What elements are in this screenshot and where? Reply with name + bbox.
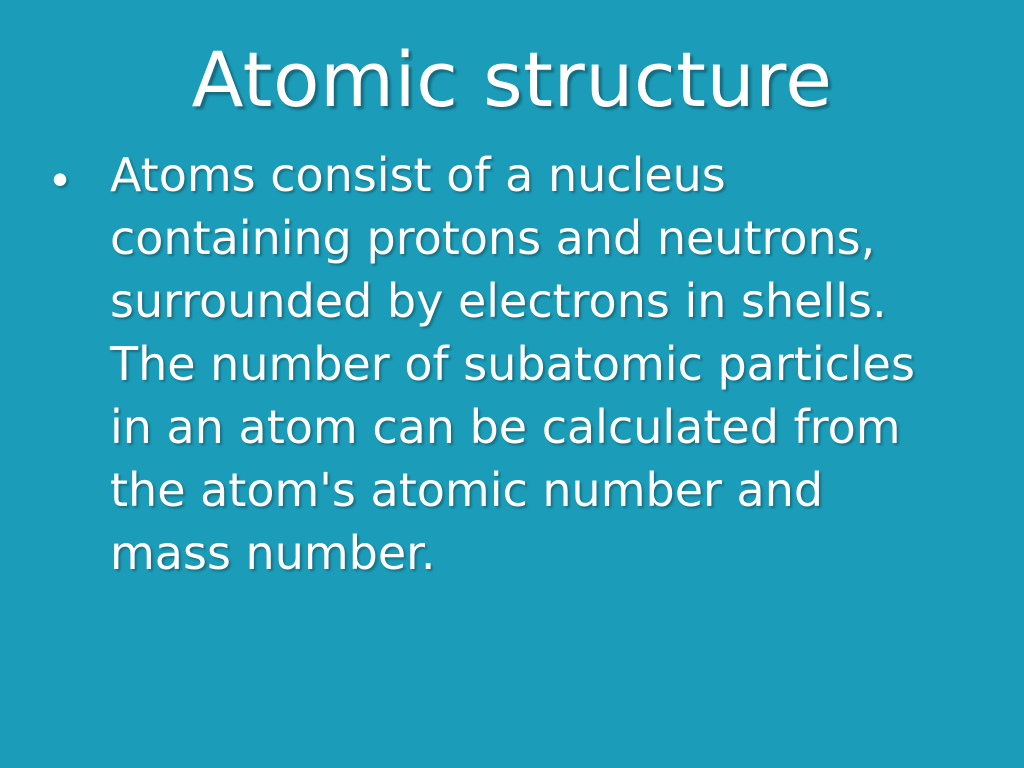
page-title: Atomic structure xyxy=(191,35,833,124)
bullet-text: Atoms consist of a nucleus containing protons and neutrons, surrounded by electrons in shells. The number of subatomic particles in an atom can be calculated from the atom's atomic number and mass number. xyxy=(110,148,915,581)
bullet-list xyxy=(0,144,1024,585)
bullet-marker-icon: • xyxy=(52,153,69,205)
